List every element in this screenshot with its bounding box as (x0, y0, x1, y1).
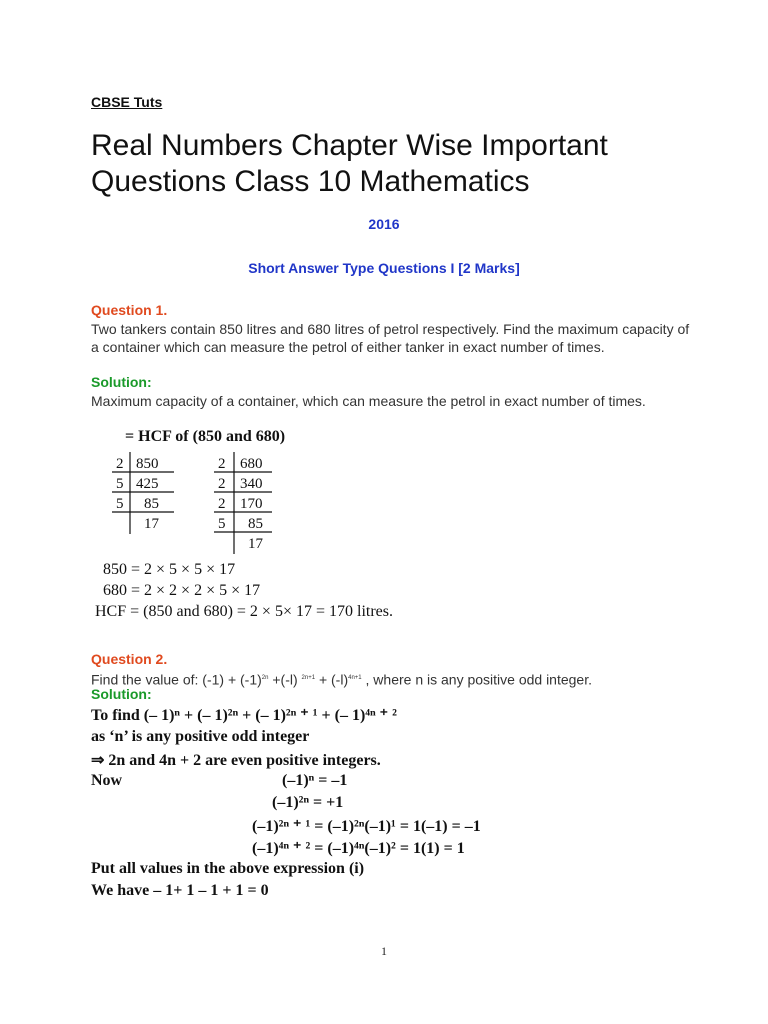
value-left-2: 85 (144, 496, 159, 512)
solution-2-now: Now (91, 772, 123, 789)
solution-2-line-2: as ‘n’ is any positive odd integer (91, 728, 310, 745)
value-left-1: 425 (136, 476, 159, 492)
value-right-0: 680 (240, 456, 263, 472)
value-right-3: 85 (248, 516, 263, 532)
solution-2-line-7: (–1)⁴ⁿ ⁺ ² = (–1)⁴ⁿ(–1)² = 1(1) = 1 (252, 840, 465, 857)
solution-2-line-9: We have – 1+ 1 – 1 + 1 = 0 (91, 882, 269, 899)
solution-1-text: Maximum capacity of a container, which can measure the petrol in exact number of times. (91, 393, 646, 409)
divisor-right-1: 2 (218, 476, 226, 492)
question-2-text: Find the value of: $(-1) + (-1)^{2n} +(-l) ^{2n+1} + (-l)^{4n+1}$ , where n is any positive odd integer. (91, 671, 592, 688)
question-2-label: Question 2. (91, 651, 168, 667)
site-name[interactable]: CBSE Tuts (91, 94, 163, 110)
factorization-850: 850 = 2 × 5 × 5 × 17 (103, 561, 236, 578)
value-right-1: 340 (240, 476, 263, 492)
solution-2-line-3: ⇒ 2n and 4n + 2 are even positive integers. (91, 752, 381, 769)
solution-2-line-5: (–1)²ⁿ = +1 (272, 794, 344, 811)
solution-2-line-1: To find (– 1)ⁿ + (– 1)²ⁿ + (– 1)²ⁿ ⁺ ¹ + (– 1)⁴ⁿ ⁺ ² (91, 707, 397, 724)
hcf-result: HCF = (850 and 680) = 2 × 5× 17 = 170 litres. (95, 603, 393, 620)
question-1-text: Two tankers contain 850 litres and 680 litres of petrol respectively. Find the maximum capacity of a container which can measure the petrol of either tanker in exact number of times. (91, 321, 690, 355)
value-left-0: 850 (136, 456, 159, 472)
factorization-680: 680 = 2 × 2 × 2 × 5 × 17 (103, 582, 261, 599)
divisor-left-0: 2 (116, 456, 124, 472)
division-ladders (100, 448, 300, 558)
solution-2-line-6: (–1)²ⁿ ⁺ ¹ = (–1)²ⁿ(–1)¹ = 1(–1) = –1 (252, 818, 481, 835)
divisor-right-2: 2 (218, 496, 226, 512)
divisor-right-0: 2 (218, 456, 226, 472)
value-left-3: 17 (144, 516, 159, 532)
hcf-line: = HCF of (850 and 680) (125, 428, 286, 445)
question-1-label: Question 1. (91, 302, 168, 318)
value-right-4: 17 (248, 536, 263, 552)
page-title: Real Numbers Chapter Wise Important Questions Class 10 Mathematics (91, 129, 608, 198)
solution-2-line-8: Put all values in the above expression (i) (91, 860, 365, 877)
value-right-2: 170 (240, 496, 263, 512)
page-number: 1 (381, 944, 387, 958)
section-heading: Short Answer Type Questions I [2 Marks] (248, 260, 520, 276)
divisor-left-1: 5 (116, 476, 124, 492)
year-heading: 2016 (368, 216, 400, 232)
divisor-right-3: 5 (218, 516, 226, 532)
solution-1-label: Solution: (91, 374, 152, 390)
solution-2-line-4: (–1)ⁿ = –1 (282, 772, 348, 789)
divisor-left-2: 5 (116, 496, 124, 512)
division-ladder-850 (112, 452, 174, 534)
solution-2-label: Solution: (91, 686, 152, 702)
division-ladder-680 (214, 452, 272, 554)
